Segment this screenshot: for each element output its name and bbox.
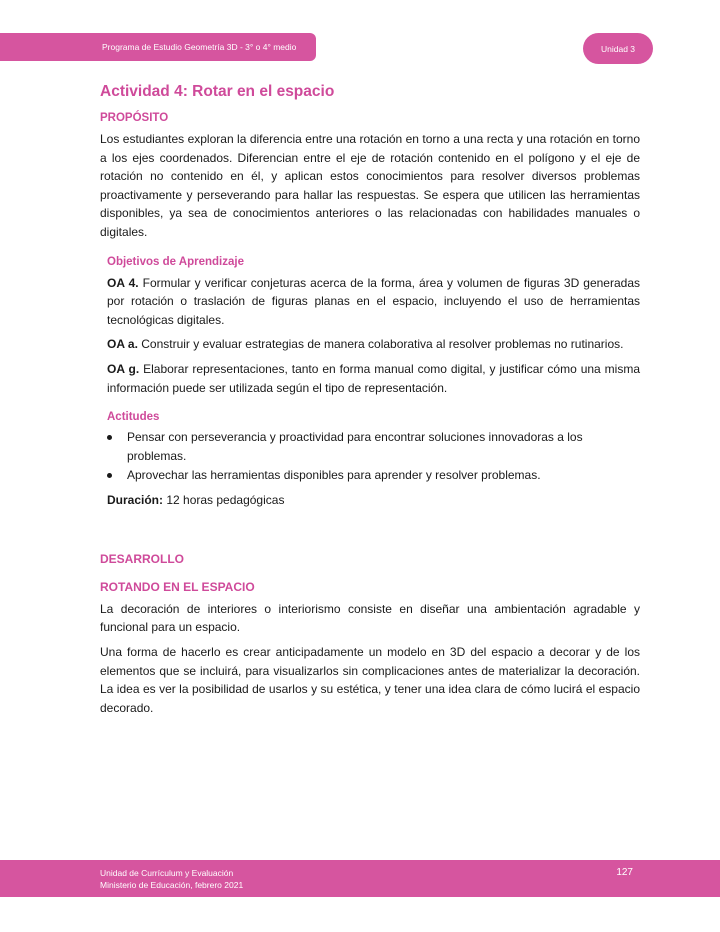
objective-text: Construir y evaluar estrategias de manera colaborativa al resolver problemas no rutinarios. bbox=[137, 337, 624, 352]
objective-oaa bbox=[100, 335, 640, 354]
page-content bbox=[100, 83, 640, 717]
list-item bbox=[107, 466, 640, 485]
header-program-title: Programa de Estudio Geometría 3D - 3° o 4° medio bbox=[102, 42, 297, 52]
rotating-heading: ROTANDO EN EL ESPACIO bbox=[100, 579, 255, 594]
objective-text: Elaborar representaciones, tanto en forma manual como digital, y justificar cómo una misma información puede ser utilizada según el tipo de representación. bbox=[107, 361, 640, 395]
attitude-text: Aprovechar las herramientas disponibles para aprender y resolver problemas. bbox=[127, 468, 541, 483]
attitude-text: Pensar con perseverancia y proactividad para encontrar soluciones innovadoras a los problemas. bbox=[127, 430, 583, 464]
footer-ministry-date: Ministerio de Educación, febrero 2021 bbox=[100, 880, 244, 890]
footer-bar bbox=[0, 860, 720, 897]
objective-code: OA g. bbox=[107, 361, 140, 376]
objectives-heading: Objetivos de Aprendizaje bbox=[107, 255, 244, 268]
footer-institution: Unidad de Currículum y Evaluación bbox=[100, 868, 234, 878]
objective-oag bbox=[100, 360, 640, 397]
purpose-heading: PROPÓSITO bbox=[100, 112, 169, 124]
unit-badge: Unidad 3 bbox=[583, 33, 653, 64]
duration-value: 12 horas pedagógicas bbox=[163, 493, 285, 508]
list-item bbox=[107, 428, 640, 466]
purpose-text: Los estudiantes exploran la diferencia entre una rotación en torno a una recta y una rotación en torno a los ejes coordenados. Diferencian entre el eje de rotación contenido en el polígono y el eje de rotación no contenido en él, y aplican estos conocimientos para resolver diversos problemas proactivamente y perseverando para hallar las respuestas. Se espera que utilicen las herramientas disponibles, ya sea de conocimientos anteriores o las relacionadas con habilidades manuales o digitales. bbox=[100, 132, 640, 239]
objective-code: OA a. bbox=[107, 337, 138, 352]
objective-text: Formular y verificar conjeturas acerca de la forma, área y volumen de figuras 3D generadas por rotación o traslación de figuras planas en el espacio, incluyendo el uso de herramientas tecnológicas digitales. bbox=[107, 275, 640, 327]
attitudes-list bbox=[100, 428, 640, 485]
duration-label: Duración: bbox=[107, 493, 164, 508]
bullet-icon bbox=[107, 435, 112, 440]
objective-oa4 bbox=[100, 274, 640, 330]
objective-code: OA 4. bbox=[107, 275, 139, 290]
activity-title: Actividad 4: Rotar en el espacio bbox=[100, 83, 335, 100]
development-paragraph: Una forma de hacerlo es crear anticipadamente un modelo en 3D del espacio a decorar y de los elementos que se incluirá, para visualizarlos sin complicaciones antes de materializar la decoración. La idea es ver la posibilidad de usarlos y su estética, y tener una idea clara de cómo lucirá el espacio decorado. bbox=[100, 644, 640, 715]
attitudes-heading: Actitudes bbox=[107, 411, 160, 424]
duration bbox=[100, 491, 640, 510]
page-number: 127 bbox=[616, 867, 633, 878]
bullet-icon bbox=[107, 473, 112, 478]
development-paragraph: La decoración de interiores o interiorismo consiste en diseñar una ambientación agradable y funcional para un espacio. bbox=[100, 601, 640, 635]
development-heading: DESARROLLO bbox=[100, 551, 184, 566]
